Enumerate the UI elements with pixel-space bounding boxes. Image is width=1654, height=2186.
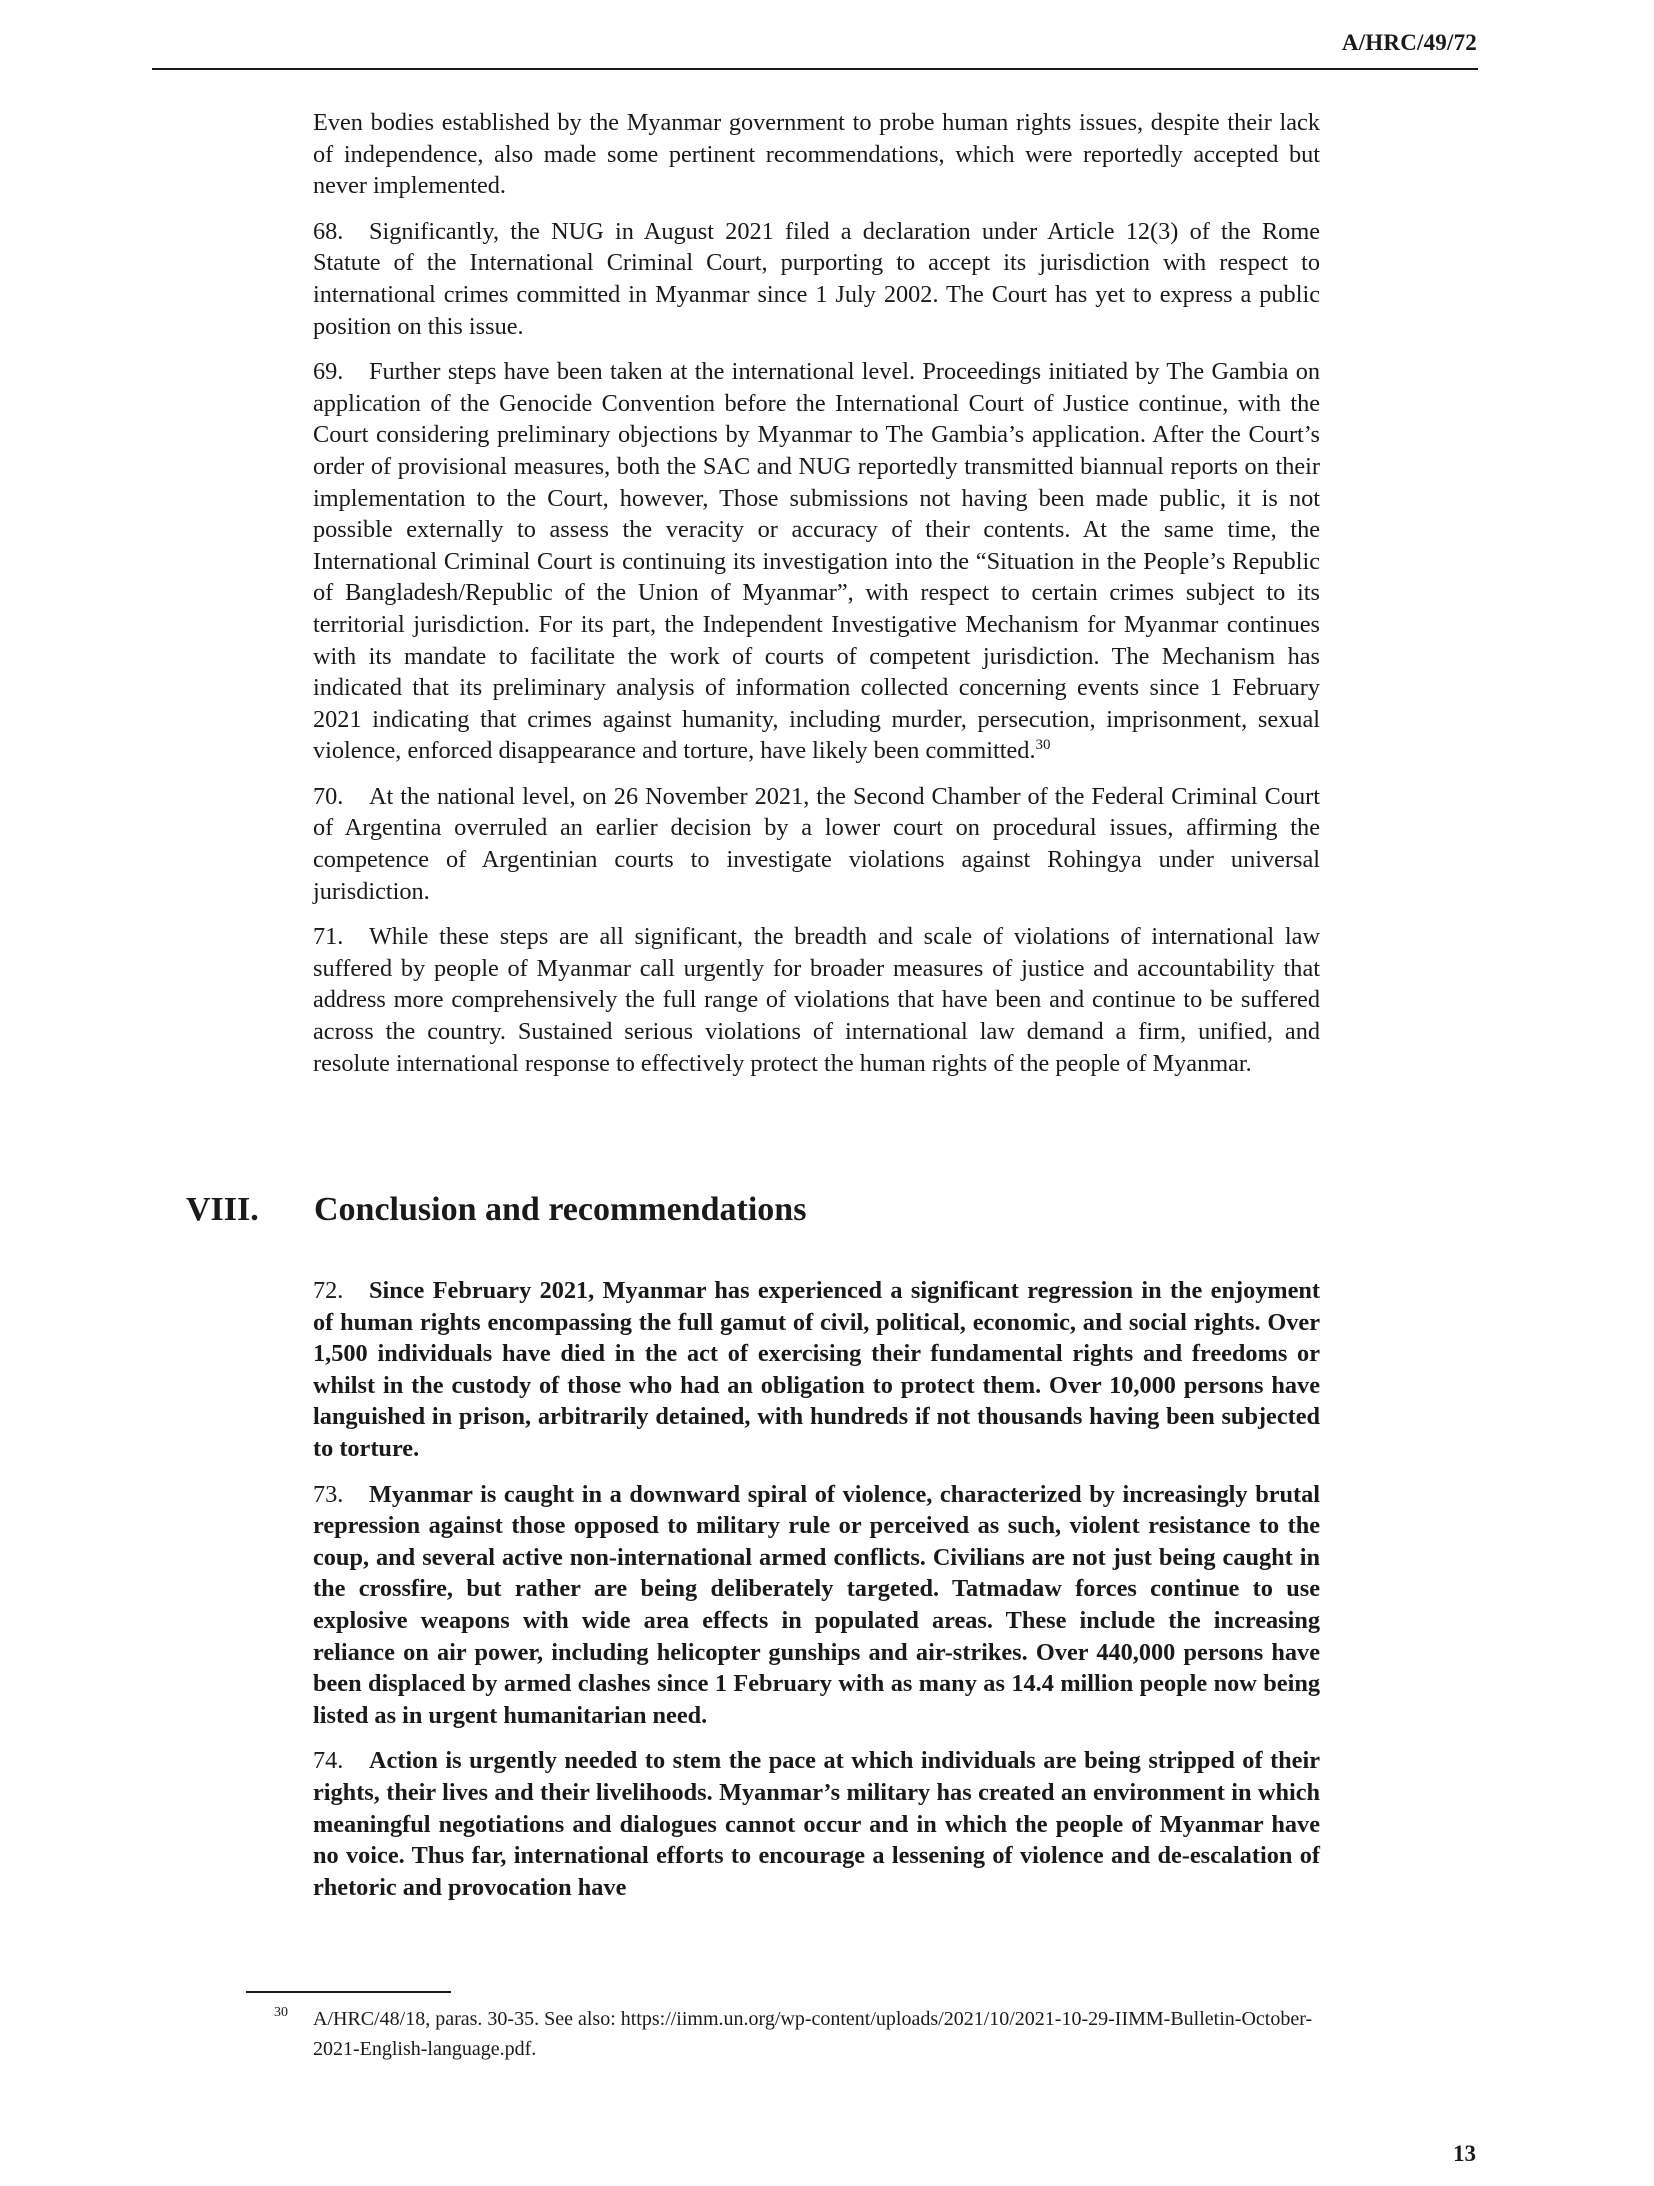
paragraph-text: Even bodies established by the Myanmar government to probe human rights issues, despite their lack of independence, also made some pertinent recommendations, which were reportedly accepted but never implemented.	[313, 109, 1320, 200]
paragraph-text: Further steps have been taken at the international level. Proceedings initiated by The Gambia on application of the Genocide Convention before the International Court of Justice continue, with the Court considering preliminary objections by Myanmar to The Gambia’s application. After the Court’s order of provisional measures, both the SAC and NUG reportedly transmitted biannual reports on their implementation to the Court, however, Those submissions not having been made public, it is not possible externally to assess the veracity or accuracy of their contents. At the same time, the International Criminal Court is continuing its investigation into the “Situation in the People’s Republic of Bangladesh/Republic of the Union of Myanmar”, with respect to certain crimes subject to its territorial jurisdiction. For its part, the Independent Investigative Mechanism for Myanmar continues with its mandate to facilitate the work of courts of competent jurisdiction. The Mechanism has indicated that its preliminary analysis of information collected concerning events since 1 February 2021 indicating that crimes against humanity, including murder, persecution, imprisonment, sexual violence, enforced disappearance and torture, have likely been committed.	[313, 358, 1320, 765]
paragraph-text: Myanmar is caught in a downward spiral of violence, characterized by increasingly brutal repression against those opposed to military rule or perceived as such, violent resistance to the coup, and several active non-international armed conflicts. Civilians are not just being caught in the crossfire, but rather are being deliberately targeted. Tatmadaw forces continue to use explosive weapons with wide area effects in populated areas. These include the increasing reliance on air power, including helicopter gunships and air-strikes. Over 440,000 persons have been displaced by armed clashes since 1 February with as many as 14.4 million people now being listed as in urgent humanitarian need.	[313, 1480, 1320, 1729]
paragraph-74	[313, 1745, 1320, 1903]
paragraph-text: Significantly, the NUG in August 2021 filed a declaration under Article 12(3) of the Rome Statute of the International Criminal Court, purporting to accept its jurisdiction with respect to international crimes committed in Myanmar since 1 July 2002. The Court has yet to express a public position on this issue.	[313, 217, 1320, 340]
paragraph-70	[313, 781, 1320, 907]
paragraph-number: 68.	[313, 217, 344, 245]
paragraph-text: At the national level, on 26 November 2021, the Second Chamber of the Federal Criminal Court of Argentina overruled an earlier decision by a lower court on procedural issues, affirming the competence of Argentinian courts to investigate violations against Rohingya under universal jurisdiction.	[313, 782, 1320, 905]
paragraph-72	[313, 1275, 1320, 1465]
paragraph-number: 69.	[313, 358, 344, 386]
body-text-bottom	[313, 1275, 1320, 1917]
footnote-text: A/HRC/48/18, paras. 30-35. See also: https://iimm.un.org/wp-content/uploads/2021/10/2021-10-29-IIMM-Bulletin-October-2021-English-language.pdf.	[313, 2008, 1313, 2060]
paragraph-text: Since February 2021, Myanmar has experienced a significant regression in the enjoyment of human rights encompassing the full gamut of civil, political, economic, and social rights. Over 1,500 individuals have died in the act of exercising their fundamental rights and freedoms or whilst in the custody of those who had an obligation to protect them. Over 10,000 persons have languished in prison, arbitrarily detained, with hundreds if not thousands having been subjected to torture.	[313, 1277, 1320, 1462]
paragraph-number: 71.	[313, 923, 344, 951]
paragraph-continuation	[313, 107, 1320, 202]
section-number: VIII.	[186, 1191, 259, 1228]
footnote-30	[274, 2004, 1324, 2064]
paragraph-73	[313, 1479, 1320, 1732]
paragraph-number: 72.	[313, 1277, 344, 1304]
section-heading	[186, 1191, 806, 1229]
paragraph-text: Action is urgently needed to stem the pace at which individuals are being stripped of their rights, their lives and their livelihoods. Myanmar’s military has created an environment in which meaningful negotiations and dialogues cannot occur and in which the people of Myanmar have no voice. Thus far, international efforts to encourage a lessening of violence and de-escalation of rhetoric and provocation have	[313, 1747, 1320, 1901]
paragraph-number: 70.	[313, 782, 344, 810]
header-rule	[152, 68, 1478, 70]
paragraph-68	[313, 216, 1320, 342]
paragraph-number: 74.	[313, 1747, 344, 1775]
paragraph-text: While these steps are all significant, the breadth and scale of violations of international law suffered by people of Myanmar call urgently for broader measures of justice and accountability that address more comprehensively the full range of violations that have been and continue to be suffered across the country. Sustained serious violations of international law demand a firm, unified, and resolute international response to effectively protect the human rights of the people of Myanmar.	[313, 923, 1320, 1077]
body-text-top	[313, 107, 1320, 1093]
footnote-reference[interactable]: 30	[1035, 737, 1051, 754]
section-title: Conclusion and recommendations	[314, 1191, 807, 1228]
paragraph-71	[313, 921, 1320, 1079]
footnote-separator	[246, 1991, 451, 1993]
page-number: 13	[1453, 2141, 1476, 2166]
document-symbol: A/HRC/49/72	[1341, 30, 1477, 55]
paragraph-69	[313, 356, 1320, 767]
footnote-marker: 30	[274, 2005, 288, 2020]
paragraph-number: 73.	[313, 1480, 344, 1508]
